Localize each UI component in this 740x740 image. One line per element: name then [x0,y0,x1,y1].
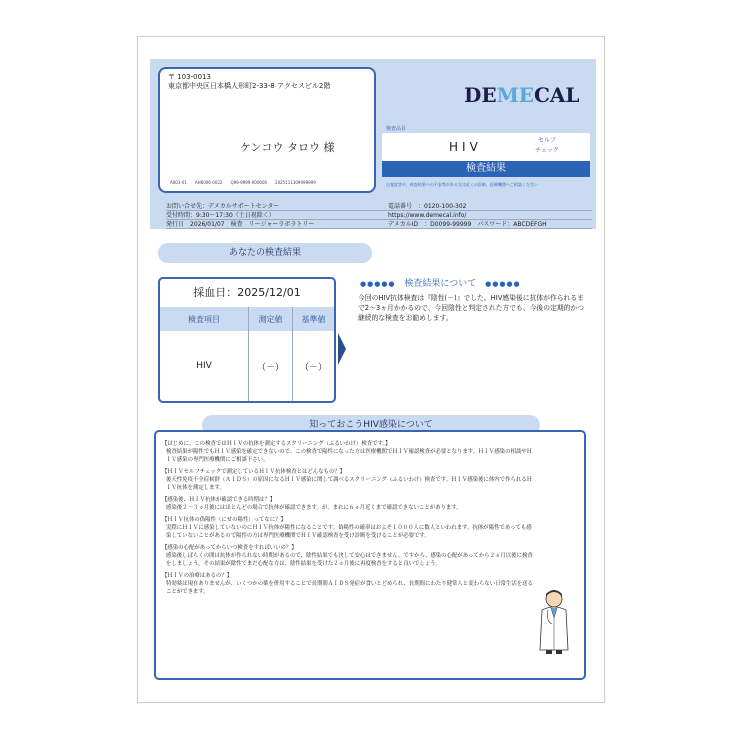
code: AH6006-0022 [194,180,223,185]
doctor-illustration-icon [534,588,574,656]
item-box [382,133,590,161]
selfcheck-label: セルフ チェック [535,137,559,154]
address: 東京都中央区日本橋人形町2-33-8 アクセスビル2階 [168,82,331,90]
qa-item: 【感染の心配があってからいつ検査をすればいいの？】 感染後しばらくの間は抗体が作られない時期があるので、陰性結果でも決して安心はできません。ですから、感染の心配があってから２ヵ月以後に検査をしましょう。その結果が陰性でまだ心配な方は、陰性結果を受けた２ヵ月後に再度検査をすると良いでしょう。 [162,545,533,567]
item-label: 検査品目 [386,126,407,132]
about-text: 今回のHIV抗体検査は『陰性(－)』でした。HIV感染後に抗体が作られるまで2～3ヵ月かかるので、今回陰性と判定された方でも、今後の定期的かつ継続的な検査をお勧めします。 [358,294,585,322]
consult-note: 自覚症状や、検査結果への不安等がある方は近くの医師、医療機関へご相談ください [386,182,538,187]
table-row: HIV （－） （－） [160,331,334,401]
info-row: お問い合せ先：デメカルサポートセンター 電話番号 ：0120-100-302 [166,202,592,211]
blood-date: 採血日：2025/12/01 [193,286,301,299]
table-header: 検査項目 測定値 基準値 [160,307,334,331]
result-bar: 検査結果 [382,161,590,177]
result-sheet [137,36,605,703]
qa-item: 【ＨＩＶセルフチェックで測定しているＨＩＶ抗体検査とはどんなもの？】 後天性免疫不全症候群（ＡＩＤＳ）の原因になるＨＩＶ感染に関して調べるスクリーニング（ふるいわけ）検査です。ＨＩＶ感染後に体内で作られるＨＩＶ抗体を測定します。 [162,469,533,491]
code: A003-01 [170,180,187,185]
qa-item: 【ＨＩＶの治療はあるの？】 特効薬は現在ありませんが、いくつかの薬を併用することで長期間ＡＩＤＳ発症が食いとどめられ、長期間にわたり健常人と変わらない日常生活を送ることができます。 [162,573,533,595]
contact-info [166,202,592,229]
info-row: 発行日 2026/01/07 検査 リージャーラボラトリー デメカルID ：D0099-99999 パスワード：ABCDEFGH [166,220,592,229]
item-name: HIV [449,140,482,154]
info-row: 受付時間：9:30～17:30（土日祝除く） https://www.demecal.info/ [166,211,592,220]
code-row [170,180,316,185]
code: 2025111309999999 [275,180,316,185]
qa-item: 【感染後、ＨＩＶ抗体が確認できる時期は？】 感染後２～３ヵ月後にはほとんどの場合で抗体が確認できます。が、まれに６ヵ月近くまで確認できないことがあります。 [162,497,462,511]
qa-item: 【はじめに、この検査ではＨＩＶの抗体を測定するスクリーニング（ふるいわけ）検査です。】 検査結果が陽性でもＨＩＶ感染を確定できないので、この検査で陽性になった方は医療機関でＨＩＶ確認検査が必要となります。ＨＩＶ感染の相談やＨＩＶ感染の専門医療機関にご相談下さい。 [162,441,533,463]
code: Q99-9999-000000 [230,180,268,185]
about-title: ●●●●● 検査結果について ●●●●● [360,279,521,289]
knowledge-box [154,430,586,680]
arrow-icon [338,333,346,365]
section-tab-knowledge: 知っておこうHIV感染について [202,415,540,435]
qa-item: 【ＨＩＶ抗体の偽陽性（にせの陽性）ってなに？】 実際にＨＩＶに感染していないのにＨＩＶ抗体が陽性になることです。偽陽性の確率はおよそ１０００人に数人といわれます。抗体が陽性であっても感染していないことがあるので陽性の方は専門医療機関でＨＩＶ確認検査を受け診断を受けることが必要です。 [162,517,532,539]
section-tab-result: あなたの検査結果 [158,243,372,263]
demecal-logo: DEMECAL [464,83,580,107]
address-card [158,67,376,193]
result-table [158,277,336,403]
postal-code: 〒 103-0013 [168,73,211,81]
recipient-name: ケンコウ タロウ 様 [240,141,335,154]
